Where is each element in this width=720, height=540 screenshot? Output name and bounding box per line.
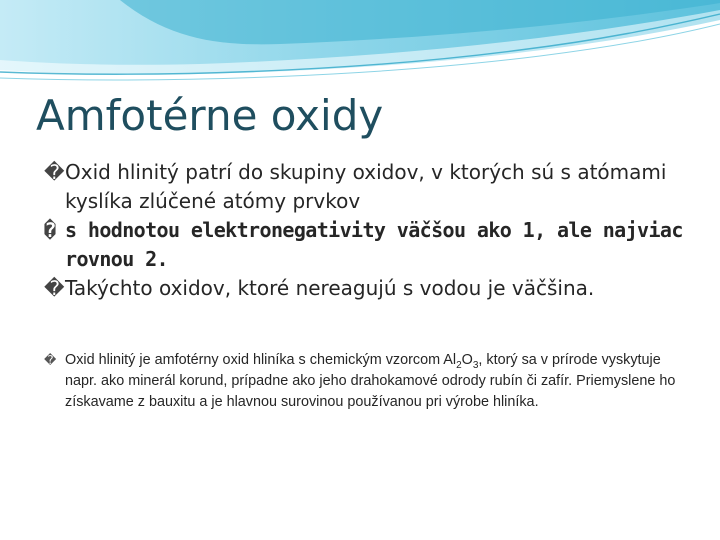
note-marker-icon: �	[44, 353, 57, 367]
bullet-text: Takýchto oxidov, ktoré nereagujú s vodou je väčšina.	[65, 276, 595, 300]
header-wave-decoration	[0, 0, 720, 90]
bullet-item-2	[44, 216, 694, 274]
note-subscript-1: 2	[456, 359, 462, 371]
note-text-mid: O	[461, 352, 473, 368]
slide-title: Amfotérne oxidy	[36, 91, 384, 140]
bullet-marker-icon: �	[44, 276, 65, 300]
bullet-marker-icon: �	[44, 218, 56, 242]
bullet-text: s hodnotou elektronegativity väčšou ako 1, ale najviac rovnou 2.	[65, 218, 683, 271]
bullet-marker-icon: �	[44, 160, 65, 184]
bullet-text: Oxid hlinitý patrí do skupiny oxidov, v ktorých sú s atómami kyslíka zlúčené atómy prvkov	[65, 160, 667, 213]
bullet-list	[44, 158, 694, 303]
note-text-before: Oxid hlinitý je amfotérny oxid hliníka s chemickým vzorcom Al	[65, 352, 457, 368]
bullet-item-3	[44, 274, 694, 303]
note-subscript-2: 3	[472, 359, 479, 371]
note-paragraph	[44, 350, 695, 413]
note-text-after: , ktorý sa v prírode vyskytuje napr. ako minerál korund, prípadne ako jeho drahokamové odrody rubín či zafír. Priemyslene ho získavame z bauxitu a je hlavnou surovinou používanou pri výrobe hliníka.	[65, 352, 676, 410]
bullet-item-1	[44, 158, 694, 216]
